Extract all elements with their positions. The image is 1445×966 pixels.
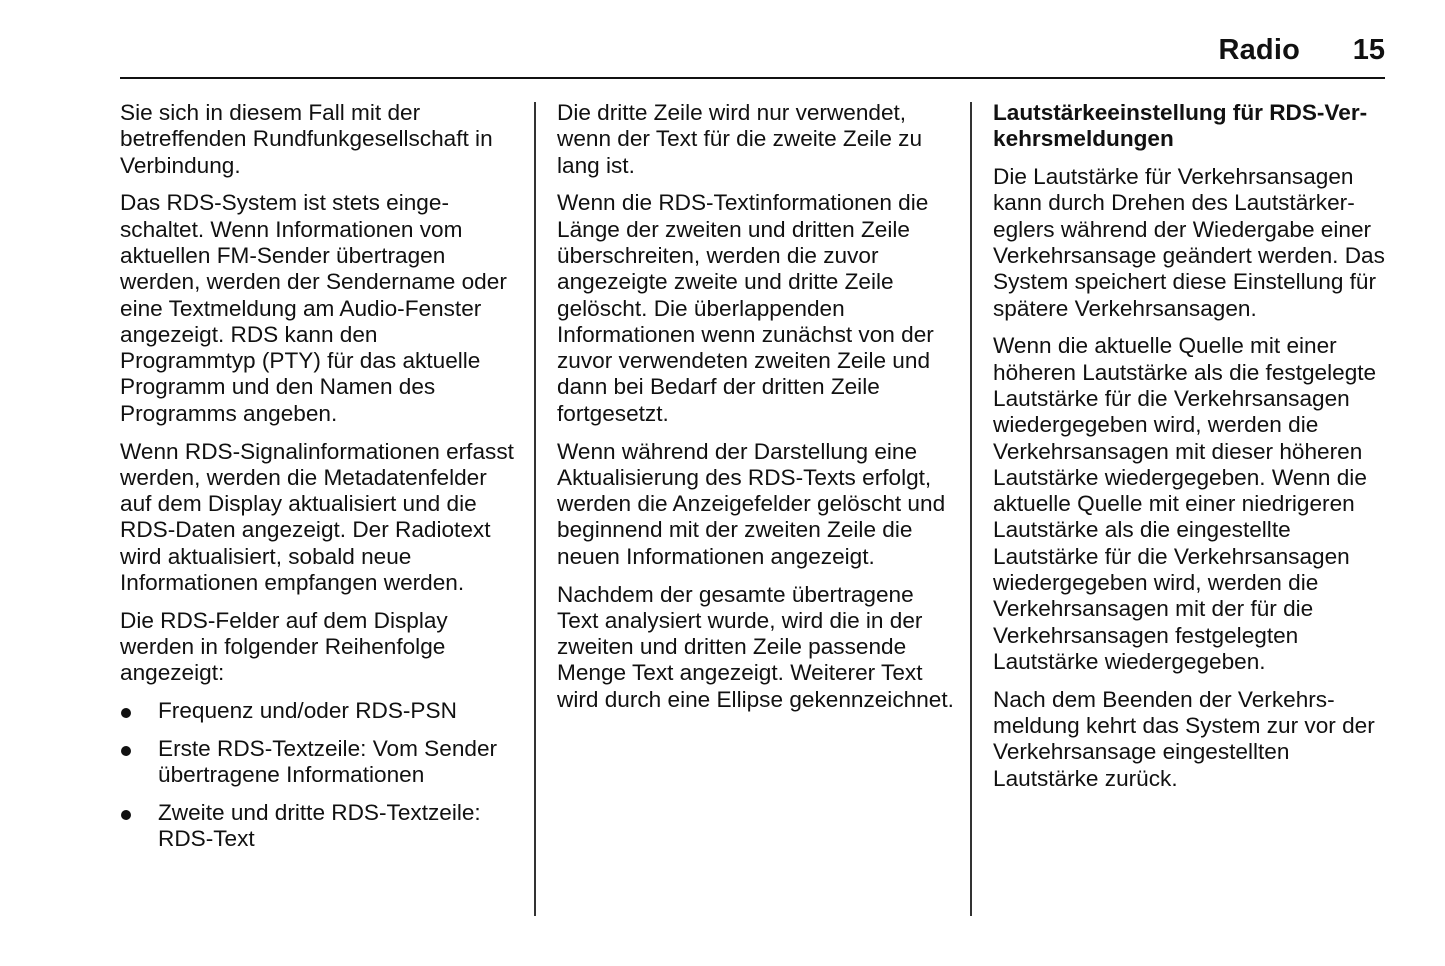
page-header — [120, 30, 1385, 76]
bullet-icon — [121, 746, 131, 756]
bullet-icon — [121, 810, 131, 820]
paragraph: Nachdem der gesamte übertragene Text analysiert wurde, wird die in der zweiten und dritten Zeile passende Menge Text angezeigt. Weiterer Text wird durch eine Ellipse gekennzeichnet. — [557, 581, 954, 712]
list-item-text: Frequenz und/oder RDS-PSN — [158, 698, 457, 724]
subsection-heading: Lautstärkeeinstellung für RDS-Verkehrsmeldungen — [993, 100, 1368, 152]
paragraph: Wenn während der Darstellung eine Aktualisierung des RDS-Texts erfolgt, werden die Anzeigefelder gelöscht und beginnend mit der zweiten Zeile die neuen Informationen angezeigt. — [557, 438, 946, 569]
paragraph: Wenn RDS-Signalinformationen erfasst werden, werden die Metadatenfelder auf dem Display aktualisiert und die RDS-Daten angezeigt. Der Radiotext wird aktualisiert, sobald neue Informationen empfangen werden. — [120, 438, 514, 596]
column-3 — [993, 100, 1388, 803]
header-rule — [120, 77, 1385, 79]
list-item-text: Zweite und dritte RDS-Textzeile: RDS-Text — [158, 800, 481, 852]
paragraph: Nach dem Beenden der Verkehrsmeldung kehrt das System zur vor der Verkehrsansage eingestellten Lautstärke zurück. — [993, 686, 1375, 791]
bullet-list — [120, 698, 515, 852]
paragraph: Das RDS-System ist stets eingeschaltet. Wenn Informationen vom aktuellen FM-Sender übertragen werden, werden der Sendername oder eine Textmeldung am Audio-Fenster angezeigt. RDS kann den Programmtyp (PTY) für das aktuelle Programm und den Namen des Programms angeben. — [120, 190, 507, 426]
column-1 — [120, 100, 515, 864]
paragraph: Die Lautstärke für Verkehrsansagen kann durch Drehen des Lautstärkereglers während der Wiedergabe einer Verkehrsansage geändert werden. Das System speichert diese Einstellung für spätere Verkehrsansagen. — [993, 164, 1385, 321]
list-item — [120, 736, 515, 789]
list-item — [120, 698, 515, 724]
column-divider — [970, 102, 972, 916]
paragraph: Die RDS-Felder auf dem Display werden in folgender Reihenfolge angezeigt: — [120, 607, 448, 686]
section-title: Radio — [1218, 34, 1300, 66]
paragraph: Die dritte Zeile wird nur verwendet, wenn der Text für die zweite Zeile zu lang ist. — [557, 100, 923, 178]
paragraph: Wenn die aktuelle Quelle mit einer höheren Lautstärke als die festgelegte Lautstärke für die Verkehrsansagen wiedergegeben wird, werden die Verkehrsansagen mit dieser höheren Lautstärke wiedergegeben. Wenn die aktuelle Quelle mit einer niedrigeren Lautstärke als die eingestellte Lautstärke für die Verkehrsansagen wiedergegeben wird, werden die Verkehrsansagen mit der für die Verkehrsansagen festgelegten Lautstärke wiedergegeben. — [993, 333, 1377, 674]
page-number: 15 — [1352, 34, 1385, 66]
list-item — [120, 800, 515, 853]
bullet-icon — [121, 708, 131, 718]
list-item-text: Erste RDS-Textzeile: Vom Sender übertragene Informationen — [158, 736, 498, 788]
column-divider — [534, 102, 536, 916]
column-2 — [557, 100, 957, 725]
paragraph: Wenn die RDS-Textinformationen die Länge der zweiten und dritten Zeile überschreiten, werden die zuvor angezeigte zweite und dritte Zeile gelöscht. Die überlappenden Informationen wenn zunächst von der zuvor verwendeten zweiten Zeile und dann bei Bedarf der dritten Zeile fortgesetzt. — [557, 190, 934, 426]
paragraph: Sie sich in diesem Fall mit der betreffenden Rundfunkgesellschaft in Verbindung. — [120, 100, 493, 178]
